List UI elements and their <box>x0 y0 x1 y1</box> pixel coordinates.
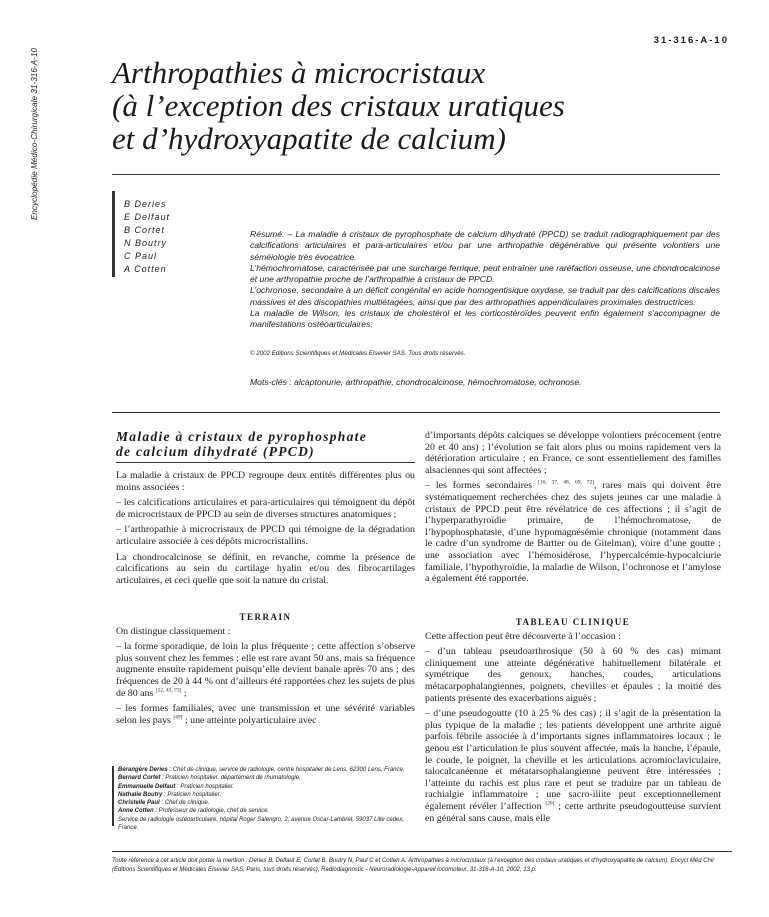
author-name: B Cortet <box>124 225 166 235</box>
left-column-bottom <box>116 612 415 730</box>
authors-bar <box>112 191 115 277</box>
pseudogoutte-text: – d’une pseudogoutte (10 à 25 % des cas) ; il s’agit de la présentation la plus typique de la maladie ; les patients développent une arthrite aiguë parfois fébrile associée à d’importants signes inflammatoires locaux ; le genou est l’articulation le plus souvent affectée, mais la hanche, l’épaule, le coude, le poignet, la cheville et les articulations acromioclaviculaire, talocalcanéenne et métatarsophalangienne peuvent être intéressées ; l’atteinte du rachis est plus rare et peut se traduire par un tableau de rachialgie inflammatoire ; une sacro-iliite peut exceptionnellement également révéler l’affection <box>425 708 721 812</box>
terrain-item-end: ; <box>183 687 187 699</box>
subsection-heading-terrain: TERRAIN <box>239 612 292 622</box>
affiliation-line <box>118 791 414 799</box>
affiliation-text: : Professeur de radiologie, chef de service. <box>153 808 270 815</box>
affiliation-name: Bernard Cortet <box>118 775 161 782</box>
pseudogoutte-end: ; cette arthrite pseudogoutteuse survient en général sans cause, mais elle <box>425 800 721 824</box>
affiliation-line <box>118 799 414 807</box>
abstract-paragraph: La maladie de Wilson, les cristaux de cholestérol et les corticostéroïdes peuvent enfin également s’accompagner de manifestations ostéoarticulaires. <box>250 308 720 330</box>
title-line-1: Arthropathies à microcristaux <box>112 55 486 90</box>
affiliation-text: : Praticien hospitalier, département de rhumatologie. <box>160 775 301 782</box>
left-column-top <box>116 470 415 590</box>
abstract-paragraph: L’ochronose, secondaire à un déficit congénital en acide homogentisique oxydase, se traduit par des calcifications discales massives et des discopathies multiétagées, ainsi que par des arthropathies appendiculaires proximales destructrices. <box>250 285 720 307</box>
body-paragraph: On distingue classiquement : <box>116 625 231 637</box>
article-title <box>112 56 732 155</box>
body-paragraph: – les calcifications articulaires et para-articulaires qui témoignent du dépôt de microcristaux de PPCD au sein de diverses structures anatomiques ; <box>116 497 415 520</box>
footnote-bar <box>112 766 114 826</box>
abstract-rule <box>112 412 720 413</box>
affiliation-text: : Praticien hospitalier. <box>175 783 235 790</box>
right-column-bottom <box>425 617 721 828</box>
abstract <box>250 229 720 331</box>
author-name: A Cotten <box>124 264 167 274</box>
keywords-label: Mots-clés : <box>250 377 292 387</box>
section-rule <box>116 462 415 463</box>
author-name: B Deries <box>124 199 167 209</box>
section-title <box>116 429 406 459</box>
citation-note: Toute référence à cet article doit porter la mention : Deries B, Delfaut E, Cortet B, Boutry N, Paul C et Cotten A. Arthropathies à microcristaux (à l’exception des cristaux uratiques et d’hydroxyapatite de calcium). Encycl Méd Chir (Editions Scientifiques et Médicales Elsevier SAS, Paris, tous droits réservés), Radiodiagnostic - Neuroradiologie-Appareil locomoteur, 31-316-A-10, 2002, 13 p. <box>112 858 715 873</box>
title-line-2: (à l’exception des cristaux uratiques <box>112 88 565 123</box>
body-paragraph: Cette affection peut être découverte à l’occasion : <box>425 630 621 642</box>
affiliation-name: Nathalie Boutry <box>118 791 163 798</box>
author-list <box>124 198 170 276</box>
reference-marker: [16, 37, 48, 69, 72] <box>538 480 595 487</box>
title-line-3: et d’hydroxyapatite de calcium) <box>112 121 506 156</box>
reference-marker: [49] <box>173 714 183 721</box>
affiliation-line <box>118 774 414 782</box>
affiliation-name: Christelle Paul <box>118 800 160 807</box>
affiliation-text: : Chef de clinique, service de radiologie, centre hospitalier de Lens, 62300 Lens, France. <box>167 767 405 773</box>
affiliation-text: Service de radiologie ostéoarticulaire, hôpital Roger Salengro, 2, avenue Oscar-Lambret, 59037 Lille cedex, France. <box>118 816 405 832</box>
body-paragraph <box>425 480 721 584</box>
right-column-top <box>425 430 721 589</box>
affiliation-text: : Chef de clinique. <box>159 800 210 807</box>
abstract-paragraph: Résumé. – La maladie à cristaux de pyrophosphate de calcium dihydraté (PPCD) se traduit radiographiquement par des calcifications articulaires et para-articulaires et/ou par une arthropathie dégénérative qui présente volontiers une séméiologie très évocatrice. <box>250 229 720 262</box>
affiliation-text: : Praticien hospitalier. <box>162 791 222 798</box>
affiliation-line <box>118 816 414 833</box>
author-name: C Paul <box>124 251 158 261</box>
body-paragraph: La chondrocalcinose se définit, en revanche, comme la présence de calcifications au sein du cartilage hyalin et/ou des fibrocartilages articulaires, et ceci quelle que soit la nature du cristal. <box>116 551 415 586</box>
body-paragraph: – l’arthropathie à microcristaux de PPCD qui témoigne de la dégradation articulaire associée à ces dépôts microcristallins. <box>116 524 415 547</box>
copyright-notice: © 2002 Editions Scientifiques et Médicales Elsevier SAS. Tous droits réservés. <box>250 350 466 357</box>
document-number: 31-316-A-10 <box>653 35 729 46</box>
body-paragraph <box>116 703 415 726</box>
author-affiliations <box>118 766 414 832</box>
section-title-line-2: de calcium dihydraté (PPCD) <box>116 444 315 459</box>
body-paragraph <box>116 641 415 699</box>
body-paragraph <box>425 708 721 824</box>
keywords <box>250 377 730 387</box>
affiliation-line <box>118 783 414 791</box>
affiliation-name: Bérangère Deries <box>118 767 168 773</box>
terrain-item-end: ; une atteinte polyarticulaire avec <box>184 714 317 726</box>
subsection-heading-tableau: TABLEAU CLINIQUE <box>515 617 631 627</box>
keywords-list: alcaptonurie, arthropathie, chondrocalcinose, hémochromatose, ochronose. <box>293 377 582 387</box>
body-paragraph: d’importants dépôts calciques se développe volontiers précocement (entre 20 et 40 ans) ; l’évolution se fait alors plus ou moins rapidement vers la détérioration articulaire ; en France, ce sont essentiellement des familles alsaciennes qui sont affectées ; <box>425 430 721 476</box>
affiliation-name: Emmanuelle Delfaut <box>118 783 176 790</box>
affiliation-name: Anne Cotten <box>118 808 154 815</box>
abstract-paragraph: L’hémochromatose, caractérisée par une surcharge ferrique, peut entraîner une raréfaction osseuse, une chondrocalcinose et une arthropathie proche de l’arthropathie à cristaux de PPCD. <box>250 262 720 285</box>
affiliation-line <box>118 807 414 815</box>
terrain-item-text: – la forme sporadique, de loin la plus fréquente ; cette affection s’observe plus souvent chez les femmes ; elle est rare avant 50 ans, mais sa fréquence augmente ensuite rapidement puisqu’elle devient banale après 70 ans ; des fréquences de 20 à 44 % ont d’ailleurs été rapportées chez les sujets de plus de 80 ans <box>116 641 415 699</box>
affiliation-line <box>118 766 414 774</box>
author-name: E Delfaut <box>124 212 171 222</box>
author-name: N Boutry <box>124 238 168 248</box>
secondary-forms-start: – les formes secondaires <box>425 480 533 492</box>
side-journal-label: Encyclopédie Médico-Chirurgicale 31-316-A-10 <box>30 47 39 220</box>
secondary-forms-rest: , rares mais qui doivent être systématiquement recherchées chez des sujets jeunes car une maladie à cristaux de PPCD peut être révélatrice de ces affections ; il s’agit de l’hyperparathyroïdie primaire, de l’hémochromatose, de l’hypophosphatasie, d’une hypomagnésémie chronique (notamment dans le cadre d’un syndrome de Bartter ou de Gitelman), voire d’une goutte ; une association avec l’hémosidérose, l’hypercalcémie-hypocalciurie familiale, l’hypothyroïdie, la maladie de Wilson, l’ochronose et l’amylose a également été rapportée. <box>425 480 721 585</box>
body-paragraph: – d’un tableau pseudoarthrosique (50 à 60 % des cas) mimant cliniquement une atteinte dégénérative habituellement bilatérale et symétrique des genoux, hanches, coudes, articulations métacarpophalangiennes, poignets, chevilles et épaules ; la moitié des patients présente des exacerbations aiguës ; <box>425 646 721 704</box>
footer-rule <box>112 851 732 852</box>
reference-marker: [26] <box>545 800 555 807</box>
title-rule <box>112 174 720 175</box>
body-paragraph: La maladie à cristaux de PPCD regroupe deux entités différentes plus ou moins associées : <box>116 470 415 493</box>
section-title-line-1: Maladie à cristaux de pyrophosphate <box>116 429 368 444</box>
terrain-item-text: – les formes familiales, avec une transmission et une sévérité variables selon les pays <box>116 703 415 726</box>
reference-marker: [12, 43, 73] <box>155 687 182 694</box>
